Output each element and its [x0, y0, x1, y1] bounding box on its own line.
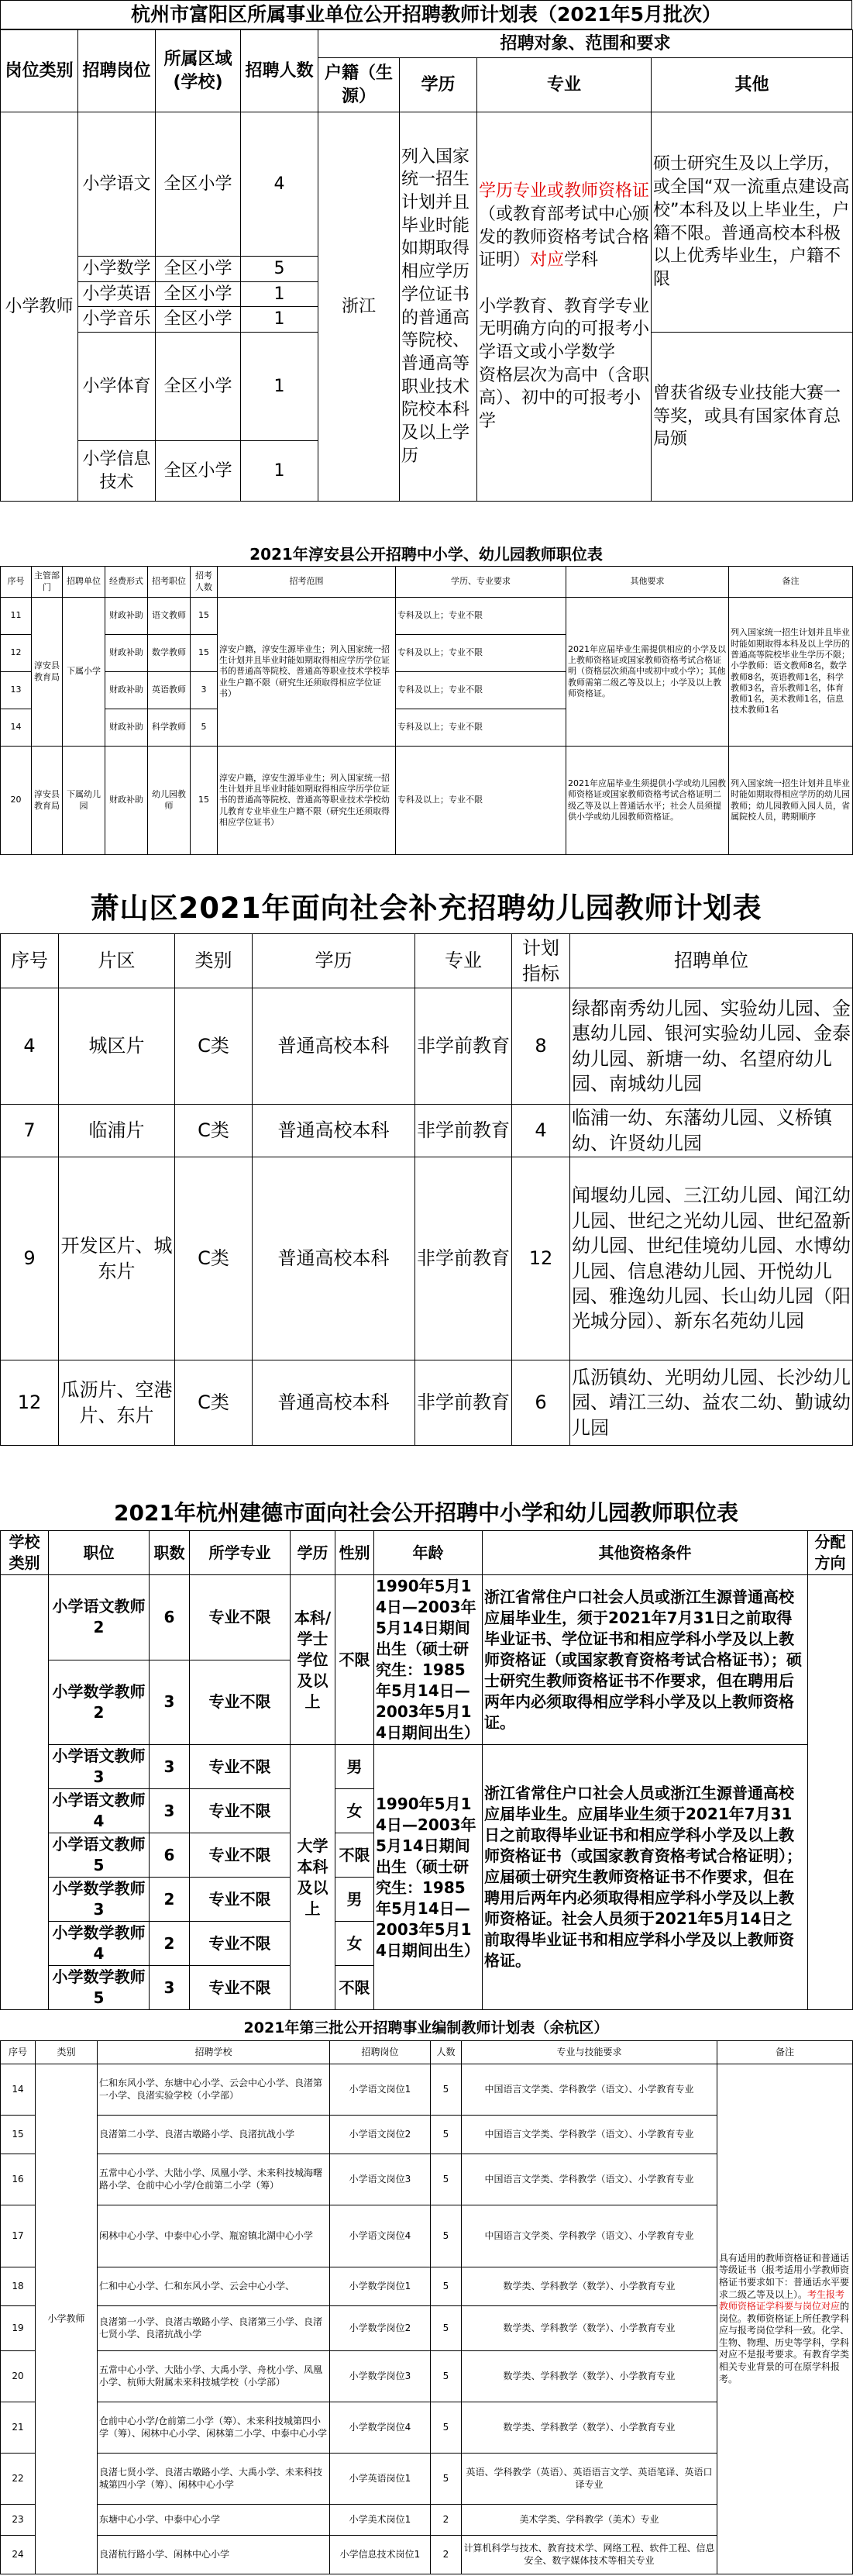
post-cell: 小学数学岗位4: [330, 2402, 431, 2454]
unit-cell: 临浦一幼、东藩幼儿园、义桥镇幼、许贤幼儿园: [570, 1105, 853, 1157]
edu-cell: 专科及以上；专业不限: [396, 747, 566, 855]
col-edu: 学历: [253, 934, 415, 988]
col-unit: 招聘单位: [570, 934, 853, 988]
cat-cell: C类: [175, 1157, 253, 1360]
col-age: 年龄: [374, 1531, 483, 1575]
edu-cell: 专科及以上；专业不限: [396, 672, 566, 709]
score-cell: [808, 1575, 853, 2010]
col-note: 备注: [729, 567, 853, 598]
post-cell: 小学数学: [78, 257, 156, 282]
col-cat: 类别: [175, 934, 253, 988]
fund-cell: 财政补助: [105, 672, 148, 709]
major-cell: 专业不限: [190, 1833, 291, 1878]
edu-cell: 普通高校本科: [253, 988, 415, 1105]
num-cell: 3: [150, 1745, 190, 1789]
post-cell: 小学语文教师3: [49, 1745, 150, 1789]
note-text-a: 具有适用的教师资格证和普通话等级证书（报考适用小学教师资格证书要求如下：普通话水平要求二级乙等及以上）。: [719, 2252, 850, 2300]
post-cell: 小学数学岗位3: [330, 2351, 431, 2402]
major-cell: 专业不限: [190, 1878, 291, 1922]
post-cell: 小学语文: [78, 112, 156, 257]
col-no: 序号: [1, 934, 59, 988]
dept-cell: 淳安县教育局: [32, 747, 63, 855]
fund-cell: 财政补助: [105, 598, 148, 635]
post-cell: 小学数学教师5: [49, 1966, 150, 2010]
plan-cell: 6: [512, 1360, 570, 1446]
col-no: 序号: [1, 2041, 36, 2064]
num-cell: 6: [150, 1833, 190, 1878]
no-cell: 13: [1, 672, 32, 709]
num-cell: 1: [241, 333, 318, 441]
no-cell: 20: [1, 2351, 36, 2402]
area-cell: 瓜沥片、空港片、东片: [59, 1360, 175, 1446]
note-cell: [717, 2064, 853, 2574]
region-cell: 全区小学: [156, 307, 241, 333]
post-cell: 语文教师: [148, 598, 191, 635]
num-cell: 2: [150, 1878, 190, 1922]
no-cell: 4: [1, 988, 59, 1105]
plan-cell: 12: [512, 1157, 570, 1360]
post-cell: 小学信息技术岗位1: [330, 2536, 431, 2574]
major-cell: 中国语言文学类、学科教学（语文）、小学教育专业: [462, 2064, 717, 2116]
note-red-text: 考生报考教师资格证学科要与岗位对应: [719, 2288, 845, 2312]
school-cell: 东塘中心小学、中泰中心小学: [98, 2505, 330, 2536]
edu-cell: 普通高校本科: [253, 1157, 415, 1360]
region-cell: 全区小学: [156, 441, 241, 502]
note-cell: 列入国家统一招生计划并且毕业时能如期取得相应学历的幼儿园教师；幼儿园教师入园人员，省属院校人员，聘期顺序: [729, 747, 853, 855]
unit-cell: 下属小学: [63, 598, 105, 747]
yuhang-table: [0, 2040, 853, 2574]
num-cell: 3: [150, 1660, 190, 1745]
post-cell: 幼儿园教师: [148, 747, 191, 855]
col-score: 分配方向: [808, 1531, 853, 1575]
xiaoshan-table: [0, 933, 853, 1446]
region-cell: 全区小学: [156, 257, 241, 282]
major-cell: 专业不限: [190, 1575, 291, 1660]
col-other: 其他: [652, 58, 853, 112]
col-dept: 主管部门: [32, 567, 63, 598]
scope-cell: 淳安户籍，淳安生源毕业生；列入国家统一招生计划并且毕业时能如期取得相应学历学位证书的普通高等院校、普通高等职业技术学校幼儿教育专业毕业生户籍不限（研究生还须取得相应学位证书）: [218, 747, 396, 855]
no-cell: 16: [1, 2154, 36, 2205]
col-requirements: 招聘对象、范围和要求: [318, 30, 853, 58]
col-major: 专业: [415, 934, 512, 988]
post-cell: 小学数学岗位1: [330, 2267, 431, 2306]
col-unit: 招聘单位: [63, 567, 105, 598]
category-cell: 小学教师: [1, 112, 78, 502]
fuyang-table: [0, 29, 853, 502]
major-text-b: 学科: [564, 250, 599, 271]
col-cat: 类别: [36, 2041, 98, 2064]
post-cell: 小学数学教师4: [49, 1922, 150, 1966]
num-cell: 5: [431, 2267, 462, 2306]
fund-cell: 财政补助: [105, 635, 148, 672]
no-cell: 17: [1, 2205, 36, 2267]
major-cell: 中国语言文学类、学科教学（语文）、小学教育专业: [462, 2205, 717, 2267]
chunan-table: [0, 566, 853, 855]
num-cell: 2: [150, 1922, 190, 1966]
no-cell: 12: [1, 1360, 59, 1446]
xiaoshan-table-title: 萧山区2021年面向社会补充招聘幼儿园教师计划表: [90, 891, 762, 925]
col-num: 招聘人数: [241, 30, 318, 112]
major-cell: 非学前教育: [415, 988, 512, 1105]
post-cell: 小学数学岗位2: [330, 2306, 431, 2351]
major-cell: 中国语言文学类、学科教学（语文）、小学教育专业: [462, 2116, 717, 2154]
no-cell: 15: [1, 2116, 36, 2154]
no-cell: 11: [1, 598, 32, 635]
school-cell: 良渚第一小学、良渚古墩路小学、良渚第三小学、良渚七贤小学、良渚抗战小学: [98, 2306, 330, 2351]
major-cell: 非学前教育: [415, 1157, 512, 1360]
scope-cell: 淳安户籍，淳安生源毕业生；列入国家统一招生计划并且毕业时能如期取得相应学历学位证书的普通高等院校、普通高等职业技术学校毕业生户籍不限（研究生还须取得相应学位证书）: [218, 598, 396, 747]
col-note: 备注: [717, 2041, 853, 2064]
num-cell: 3: [150, 1789, 190, 1833]
cat-cell: C类: [175, 1360, 253, 1446]
sex-cell: 不限: [335, 1833, 374, 1878]
post-cell: 小学数学教师2: [49, 1660, 150, 1745]
post-cell: 科学教师: [148, 709, 191, 747]
col-major: 专业与技能要求: [462, 2041, 717, 2064]
post-cell: 小学语文岗位1: [330, 2064, 431, 2116]
school-cell: 仁和中心小学、仁和东风小学、云会中心小学、: [98, 2267, 330, 2306]
num-cell: 5: [241, 257, 318, 282]
post-cell: 小学英语岗位1: [330, 2454, 431, 2505]
plan-cell: 8: [512, 988, 570, 1105]
num-cell: 3: [150, 1966, 190, 2010]
sex-cell: 不限: [335, 1575, 374, 1745]
col-category: 岗位类别: [1, 30, 78, 112]
school-cell: 良渚杭行路小学、闲林中心小学: [98, 2536, 330, 2574]
post-cell: 小学语文教师4: [49, 1789, 150, 1833]
num-cell: 1: [241, 441, 318, 502]
region-cell: 全区小学: [156, 112, 241, 257]
post-cell: 小学语文教师5: [49, 1833, 150, 1878]
jiande-table: [0, 1530, 853, 2010]
area-cell: 开发区片、城东片: [59, 1157, 175, 1360]
col-type: 学校类别: [1, 1531, 49, 1575]
col-num: 职数: [150, 1531, 190, 1575]
major-cell: 专业不限: [190, 1789, 291, 1833]
edu-cell: 本科/学士学位及以上: [291, 1575, 335, 1745]
major-cell: 中国语言文学类、学科教学（语文）、小学教育专业: [462, 2154, 717, 2205]
sex-cell: 女: [335, 1922, 374, 1966]
num-cell: 15: [191, 747, 218, 855]
col-post: 招聘岗位: [330, 2041, 431, 2064]
major-text-c: 小学教育、教育学专业无明确方向的可报考小学语文或小学数学: [479, 296, 650, 363]
col-edu: 学历: [291, 1531, 335, 1575]
unit-cell: 绿都南秀幼儿园、实验幼儿园、金惠幼儿园、银河实验幼儿园、金泰幼儿园、新塘一幼、名望府幼儿园、南城幼儿园: [570, 988, 853, 1105]
num-cell: 6: [150, 1575, 190, 1660]
col-other: 其他资格条件: [483, 1531, 808, 1575]
major-cell: 数学类、学科教学（数学）、小学教育专业: [462, 2351, 717, 2402]
col-post: 招考职位: [148, 567, 191, 598]
post-cell: 数学教师: [148, 635, 191, 672]
unit-cell: 闻堰幼儿园、三江幼儿园、闻江幼儿园、世纪之光幼儿园、世纪盈新幼儿园、世纪佳境幼儿园、水博幼儿园、信息港幼儿园、开悦幼儿园、雅逸幼儿园、长山幼儿园（阳光城分园）、新东名苑幼儿园: [570, 1157, 853, 1360]
num-cell: 5: [431, 2351, 462, 2402]
age-cell: 1990年5月14日—2003年5月14日期间出生（硕士研究生：1985年5月14日—2003年5月14日期间出生）: [374, 1575, 483, 1745]
no-cell: 7: [1, 1105, 59, 1157]
edu-cell: 专科及以上；专业不限: [396, 598, 566, 635]
edu-cell: 大学本科及以上: [291, 1745, 335, 2010]
sex-cell: 女: [335, 1789, 374, 1833]
no-cell: 18: [1, 2267, 36, 2306]
no-cell: 24: [1, 2536, 36, 2574]
no-cell: 14: [1, 2064, 36, 2116]
col-huji: 户籍（生源）: [318, 58, 400, 112]
col-region: 所属区域(学校): [156, 30, 241, 112]
yuhang-table-title: 2021年第三批公开招聘事业编制教师计划表（余杭区）: [243, 2019, 609, 2036]
major-cell: [477, 112, 652, 502]
col-sex: 性别: [335, 1531, 374, 1575]
school-cell: 闲林中心小学、中泰中心小学、瓶窑镇北湖中心小学: [98, 2205, 330, 2267]
major-cell: 数学类、学科教学（数学）、小学教育专业: [462, 2267, 717, 2306]
major-cell: 美术学类、学科教学（美术）专业: [462, 2505, 717, 2536]
major-cell: 专业不限: [190, 1745, 291, 1789]
edu-cell: 列入国家统一招生计划并且毕业时能如期取得相应学历学位证书的普通高等院校、普通高等职业技术院校本科及以上学历: [400, 112, 477, 502]
school-cell: 仁和东风小学、东塘中心小学、云会中心小学、良渚第一小学、良渚实验学校（小学部）: [98, 2064, 330, 2116]
num-cell: 5: [431, 2402, 462, 2454]
no-cell: 12: [1, 635, 32, 672]
col-no: 序号: [1, 567, 32, 598]
col-post: 招聘岗位: [78, 30, 156, 112]
col-major: 专业: [477, 58, 652, 112]
no-cell: 14: [1, 709, 32, 747]
col-edu: 学历、专业要求: [396, 567, 566, 598]
post-cell: 小学语文岗位2: [330, 2116, 431, 2154]
fuyang-teacher-plan-table: [0, 0, 852, 512]
num-cell: 5: [191, 709, 218, 747]
col-num: 人数: [431, 2041, 462, 2064]
post-cell: 小学音乐: [78, 307, 156, 333]
num-cell: 2: [431, 2536, 462, 2574]
xiaoshan-kindergarten-table: [0, 884, 852, 1473]
major-cell: 英语、学科教学（英语）、英语语言文学、英语笔译、英语口译专业: [462, 2454, 717, 2505]
num-cell: 5: [431, 2154, 462, 2205]
num-cell: 15: [191, 635, 218, 672]
num-cell: 4: [241, 112, 318, 257]
area-cell: 临浦片: [59, 1105, 175, 1157]
major-cell: 计算机科学与技术、教育技术学、网络工程、软件工程、信息安全、数字媒体技术等相关专业: [462, 2536, 717, 2574]
school-cell: 五常中心小学、大陆小学、大禹小学、舟枕小学、凤凰小学、杭师大附属未来科技城学校（小学部）: [98, 2351, 330, 2402]
num-cell: 5: [431, 2306, 462, 2351]
huji-cell: 浙江: [318, 112, 400, 502]
sex-cell: 男: [335, 1745, 374, 1789]
post-cell: 小学语文岗位4: [330, 2205, 431, 2267]
no-cell: 21: [1, 2402, 36, 2454]
major-cell: 非学前教育: [415, 1360, 512, 1446]
col-edu: 学历: [400, 58, 477, 112]
no-cell: 22: [1, 2454, 36, 2505]
major-red-text: 学历专业或教师资格证: [479, 181, 650, 202]
other-cell: 浙江省常住户口社会人员或浙江生源普通高校应届毕业生。应届毕业生须于2021年7月31日之前取得毕业证书和相应学科小学及以上教师资格证书（或国家教育资格考试合格证明）；应届硕士研究生教师资格证书不作要求，但在聘用后两年内必须取得相应学科小学及以上教师资格证。社会人员须于2021年5月14日之前取得毕业证书和相应学科小学及以上教师资格证。: [483, 1745, 808, 2010]
region-cell: 全区小学: [156, 281, 241, 307]
no-cell: 23: [1, 2505, 36, 2536]
num-cell: 2: [431, 2505, 462, 2536]
col-school: 招聘学校: [98, 2041, 330, 2064]
other-cell-a: 硕士研究生及以上学历，或全国“双一流重点建设高校”本科及以上毕业生，户籍不限。普通高校本科极以上优秀毕业生，户籍不限: [652, 112, 853, 333]
yuhang-teacher-table: [0, 2016, 852, 2576]
dept-cell: 淳安县教育局: [32, 598, 63, 747]
major-text-a: （或教育部考试中心颁发的教师资格考试合格证明）: [479, 204, 650, 271]
school-cell: 良渚第二小学、良渚古墩路小学、良渚抗战小学: [98, 2116, 330, 2154]
post-cell: 小学语文岗位3: [330, 2154, 431, 2205]
sex-cell: 男: [335, 1878, 374, 1922]
major-red-text-2: 对应: [530, 250, 565, 271]
major-text-d: 资格层次为高中（含职高）、初中的可报考小学: [479, 365, 650, 432]
num-cell: 15: [191, 598, 218, 635]
post-cell: 小学英语: [78, 281, 156, 307]
num-cell: 3: [191, 672, 218, 709]
num-cell: 5: [431, 2454, 462, 2505]
no-cell: 9: [1, 1157, 59, 1360]
fund-cell: 财政补助: [105, 709, 148, 747]
note-cell: 列入国家统一招生计划并且毕业时能如期取得本科及以上学历的普通高等院校毕业生学历不限；小学教师：语文教师8名，数学教师8名，英语教师1名，科学教师3名，音乐教师1名，体育教师1名，美术教师1名，信息技术教师1名: [729, 598, 853, 747]
edu-cell: 专科及以上；专业不限: [396, 709, 566, 747]
num-cell: 5: [431, 2116, 462, 2154]
num-cell: 5: [431, 2205, 462, 2267]
col-plan: 计划指标: [512, 934, 570, 988]
jiande-table-title: 2021年杭州建德市面向社会公开招聘中小学和幼儿园教师职位表: [114, 1500, 738, 1526]
jiande-teacher-table: [0, 1496, 852, 2007]
cat-cell: C类: [175, 988, 253, 1105]
cat-cell: 小学教师: [36, 2064, 98, 2574]
no-cell: 20: [1, 747, 32, 855]
col-area: 片区: [59, 934, 175, 988]
major-cell: 专业不限: [190, 1660, 291, 1745]
school-cell: 仓前中心小学/仓前第二小学（筹）、未来科技城第四小学（筹）、闲林中心小学、闲林第二小学、中泰中心小学: [98, 2402, 330, 2454]
note-text-b: 的岗位。教师资格证上所任教学科应与报考岗位学科一致。: [719, 2301, 850, 2336]
num-cell: 5: [431, 2064, 462, 2116]
edu-cell: 普通高校本科: [253, 1105, 415, 1157]
other-cell: 2021年应届毕业生须提供小学或幼儿园教师资格证或国家教师资格考试合格证明二级乙等及以上普通话水平；社会人员须提供小学或幼儿园教师资格证。: [566, 747, 729, 855]
plan-cell: 4: [512, 1105, 570, 1157]
post-cell: 小学美术岗位1: [330, 2505, 431, 2536]
post-cell: 小学语文教师2: [49, 1575, 150, 1660]
num-cell: 1: [241, 307, 318, 333]
school-type-cell: [1, 1575, 49, 2010]
major-cell: 数学类、学科教学（数学）、小学教育专业: [462, 2306, 717, 2351]
major-cell: 专业不限: [190, 1922, 291, 1966]
col-scope: 招考范围: [218, 567, 396, 598]
no-cell: 19: [1, 2306, 36, 2351]
num-cell: 1: [241, 281, 318, 307]
post-cell: 小学数学教师3: [49, 1878, 150, 1922]
school-cell: 五常中心小学、大陆小学、凤凰小学、未来科技城海曙路小学、仓前中心小学/仓前第二小学（筹）: [98, 2154, 330, 2205]
school-cell: 良渚七贤小学、良渚古墩路小学、大禹小学、未来科技城第四小学（筹）、闲林中心小学: [98, 2454, 330, 2505]
sex-cell: 不限: [335, 1966, 374, 2010]
unit-cell: 下属幼儿园: [63, 747, 105, 855]
post-cell: 小学信息技术: [78, 441, 156, 502]
post-cell: 小学体育: [78, 333, 156, 441]
major-cell: 非学前教育: [415, 1105, 512, 1157]
other-cell: 2021年应届毕业生需提供相应的小学及以上教师资格证或国家教师资格考试合格证明（资格层次须高中或初中或小学）；其他教师需第二级乙等及以上；小学及以上教师资格证。: [566, 598, 729, 747]
other-cell: 浙江省常住户口社会人员或浙江生源普通高校应届毕业生，须于2021年7月31日之前取得毕业证书、学位证书和相应学科小学及以上教师资格证（或国家教育资格考试合格证书）；硕士研究生教师资格证书不作要求，但在聘用后两年内必须取得相应学科小学及以上教师资格证。: [483, 1575, 808, 1745]
col-num: 招考人数: [191, 567, 218, 598]
chunan-teacher-table: [0, 543, 852, 860]
chunan-table-title: 2021年淳安县公开招聘中小学、幼儿园教师职位表: [249, 545, 603, 564]
fund-cell: 财政补助: [105, 747, 148, 855]
other-cell-b: 曾获省级专业技能大赛一等奖，或具有国家体育总局颁: [652, 333, 853, 502]
col-other: 其他要求: [566, 567, 729, 598]
col-post: 职位: [49, 1531, 150, 1575]
note-text-c: 化学、生物、物理、历史等学科，学科对应不是报考要求。有教育学类相关专业背景的可在原学科报考。: [719, 2325, 850, 2385]
area-cell: 城区片: [59, 988, 175, 1105]
col-major: 所学专业: [190, 1531, 291, 1575]
major-cell: 专业不限: [190, 1966, 291, 2010]
edu-cell: 专科及以上；专业不限: [396, 635, 566, 672]
cat-cell: C类: [175, 1105, 253, 1157]
unit-cell: 瓜沥镇幼、光明幼儿园、长沙幼儿园、靖江三幼、益农二幼、勤诚幼儿园: [570, 1360, 853, 1446]
edu-cell: 普通高校本科: [253, 1360, 415, 1446]
fuyang-table-title: 杭州市富阳区所属事业单位公开招聘教师计划表（2021年5月批次）: [0, 0, 852, 29]
col-fund: 经费形式: [105, 567, 148, 598]
major-cell: 数学类、学科教学（数学）、小学教育专业: [462, 2402, 717, 2454]
post-cell: 英语教师: [148, 672, 191, 709]
age-cell: 1990年5月14日—2003年5月14日期间出生（硕士研究生：1985年5月14日—2003年5月14日期间出生）: [374, 1745, 483, 2010]
region-cell: 全区小学: [156, 333, 241, 441]
